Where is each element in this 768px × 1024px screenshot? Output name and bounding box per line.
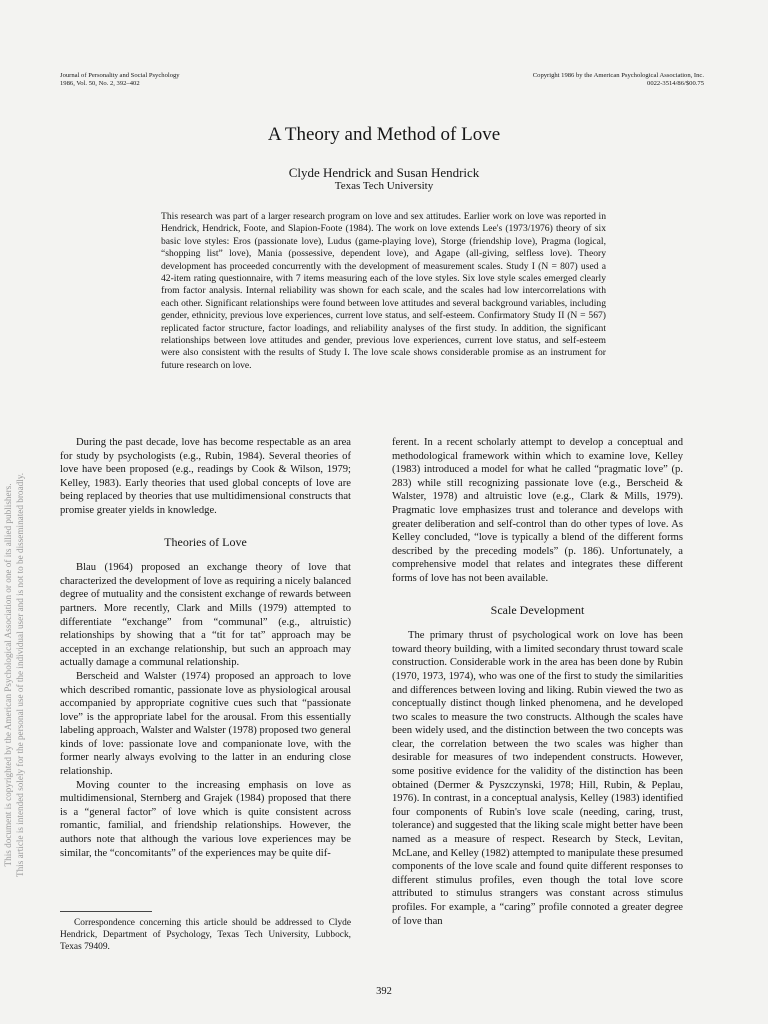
copyright-side-notice: [2, 440, 26, 910]
copyright-line: Copyright 1986 by the American Psychological Association, Inc.: [532, 72, 704, 79]
footnote-divider: [60, 911, 152, 912]
correspondence-footnote: [60, 917, 351, 954]
intro-paragraph: During the past decade, love has become respectable as an area for study by psychologists (e.g., Rubin, 1984). Several theories of love have been proposed (e.g., readings by Cook & Wilson, 1979; Kelley, 1983). Early theories that used global concepts of love are being replaced by theories that use multidimensional constructs that promise greater yields in knowledge.: [60, 437, 351, 516]
body-paragraph: Moving counter to the increasing emphasis on love as multidimensional, Sternberg and Grajek (1984) proposed that there is a “general factor” of love which is quite consistent across romantic, familial, and friendship relationships. However, the authors note that although the various love experiences may be similar, the “concomitants” of the experiences may be quite dif-: [60, 779, 351, 859]
side-notice-line: This document is copyrighted by the American Psychological Association or one of its allied publishers.: [3, 483, 13, 867]
left-column: [60, 436, 351, 860]
abstract: This research was part of a larger research program on love and sex attitudes. Earlier work on love was reported in Hendrick, Hendrick, Foote, and Slapion-Foote (1984). The work on love extends Lee's (1973/1976) theory of six basic love styles: Eros (passionate love), Ludus (game-playing love), Storge (friendship love), Pragma (logical, “shopping list” love), Mania (possessive, dependent love), and Agape (all-giving, selfless love). Theory development has proceeded concurrently with the development of measurement scales. Study I (N = 807) used a 42-item rating questionnaire, with 7 items measuring each of the love styles. Six love style scales emerged clearly from factor analysis. Internal reliability was shown for each scale, and the scales had low intercorrelations with each other. Significant relationships were found between love attitudes and several background variables, including gender, ethnicity, previous love experiences, current love status, and self-esteem. Confirmatory Study II (N = 567) replicated factor structure, factor loadings, and reliability analyses of the first study. In addition, the significant relationships between love attitudes and gender, previous love experiences, current love status, and self-esteem were also consistent with the results of Study I. The love scale shows considerable promise as an instrument for future research on love.: [161, 211, 606, 371]
journal-citation: [60, 72, 180, 88]
footnote-text: Correspondence concerning this article should be addressed to Clyde Hendrick, Department of Psychology, Texas Tech University, Lubbock, Texas 79409.: [60, 918, 351, 953]
journal-name: Journal of Personality and Social Psychology: [60, 72, 180, 79]
section-heading-theories: Theories of Love: [164, 534, 247, 549]
section-heading-scale-development: Scale Development: [490, 602, 585, 617]
continued-paragraph: ferent. In a recent scholarly attempt to develop a conceptual and methodological framework within which to examine love, Kelley (1983) introduced a model for what he called “pragmatic love” (p. 283) while still recognizing passionate love (e.g., Berscheid & Walster, 1978) and altruistic love (e.g., Clark & Mills, 1979). Pragmatic love emphasizes trust and tolerance and develops with greater deliberation and self-control than do other types of love. As Kelley concluded, “love is typically a blend of the different forms described by the preceding models” (p. 186). Unfortunately, a comprehensive model that relates and integrates these different forms of love has not been available.: [392, 437, 683, 584]
author-affiliation: Texas Tech University: [334, 180, 434, 192]
author-names: Clyde Hendrick and Susan Hendrick: [288, 165, 480, 180]
issn-price: 0022-3514/86/$00.75: [647, 80, 704, 87]
body-paragraph: Berscheid and Walster (1974) proposed an approach to love which described romantic, passionate love as physiological arousal accompanied by appropriate cognitive cues such that “passionate love” is the appropriate label for the arousal. From this essentially labeling approach, Walster and Walster (1978) proposed two general kinds of love: passionate love and companionate love, with the former nearly always evolving to the latter in an enduring close relationship.: [60, 670, 351, 778]
right-column: [392, 436, 683, 928]
article-title: A Theory and Method of Love: [267, 124, 501, 145]
journal-volume: 1986, Vol. 50, No. 2, 392–402: [60, 80, 140, 87]
body-paragraph: Blau (1964) proposed an exchange theory of love that characterized the development of love as requiring a nicely balanced degree of mutuality and the consistent exchange of rewards between partners. More recently, Clark and Mills (1979) attempted to differentiate “exchange” from “communal” (e.g., altruistic) relationships by showing that a “tit for tat” approach may be accepted in an exchange relationship, but such an approach may actually damage a communal relationship.: [60, 562, 351, 669]
copyright-notice: [533, 72, 704, 88]
side-notice-line: This article is intended solely for the personal use of the individual user and is not to be disseminated broadly.: [15, 472, 25, 878]
page-number: 392: [376, 986, 392, 997]
body-paragraph: The primary thrust of psychological work on love has been toward theory building, with a limited secondary thrust toward scale construction. Considerable work in the area has been done by Rubin (1970, 1973, 1974), who was one of the first to study the similarities and differences between loving and liking. Rubin viewed the two as conceptually distinct though linked phenomena, and he developed two scales to measure the two constructs. Although the scales have been widely used, and the distinction between the two concepts was clear, the correlation between the two scales was higher than desirable for measures of two independent constructs. However, some positive evidence for the validity of the distinction has been obtained (Dermer & Pyszczynski, 1978; Hill, Rubin, & Peplau, 1976). In contrast, in a conceptual analysis, Kelley (1983) identified four components of Rubin's love scale (needing, caring, trust, tolerance) and suggested that the liking scale might better have been named as a measure of respect. Research by Steck, Levitan, McLane, and Kelley (1982) attempted to manipulate these presumed components of the love scale and found quite different responses to different stimulus profiles, even though the total love score attributed to stimulus strangers was constant across stimulus profiles. For example, a “caring” profile connoted a greater degree of love than: [392, 630, 683, 927]
